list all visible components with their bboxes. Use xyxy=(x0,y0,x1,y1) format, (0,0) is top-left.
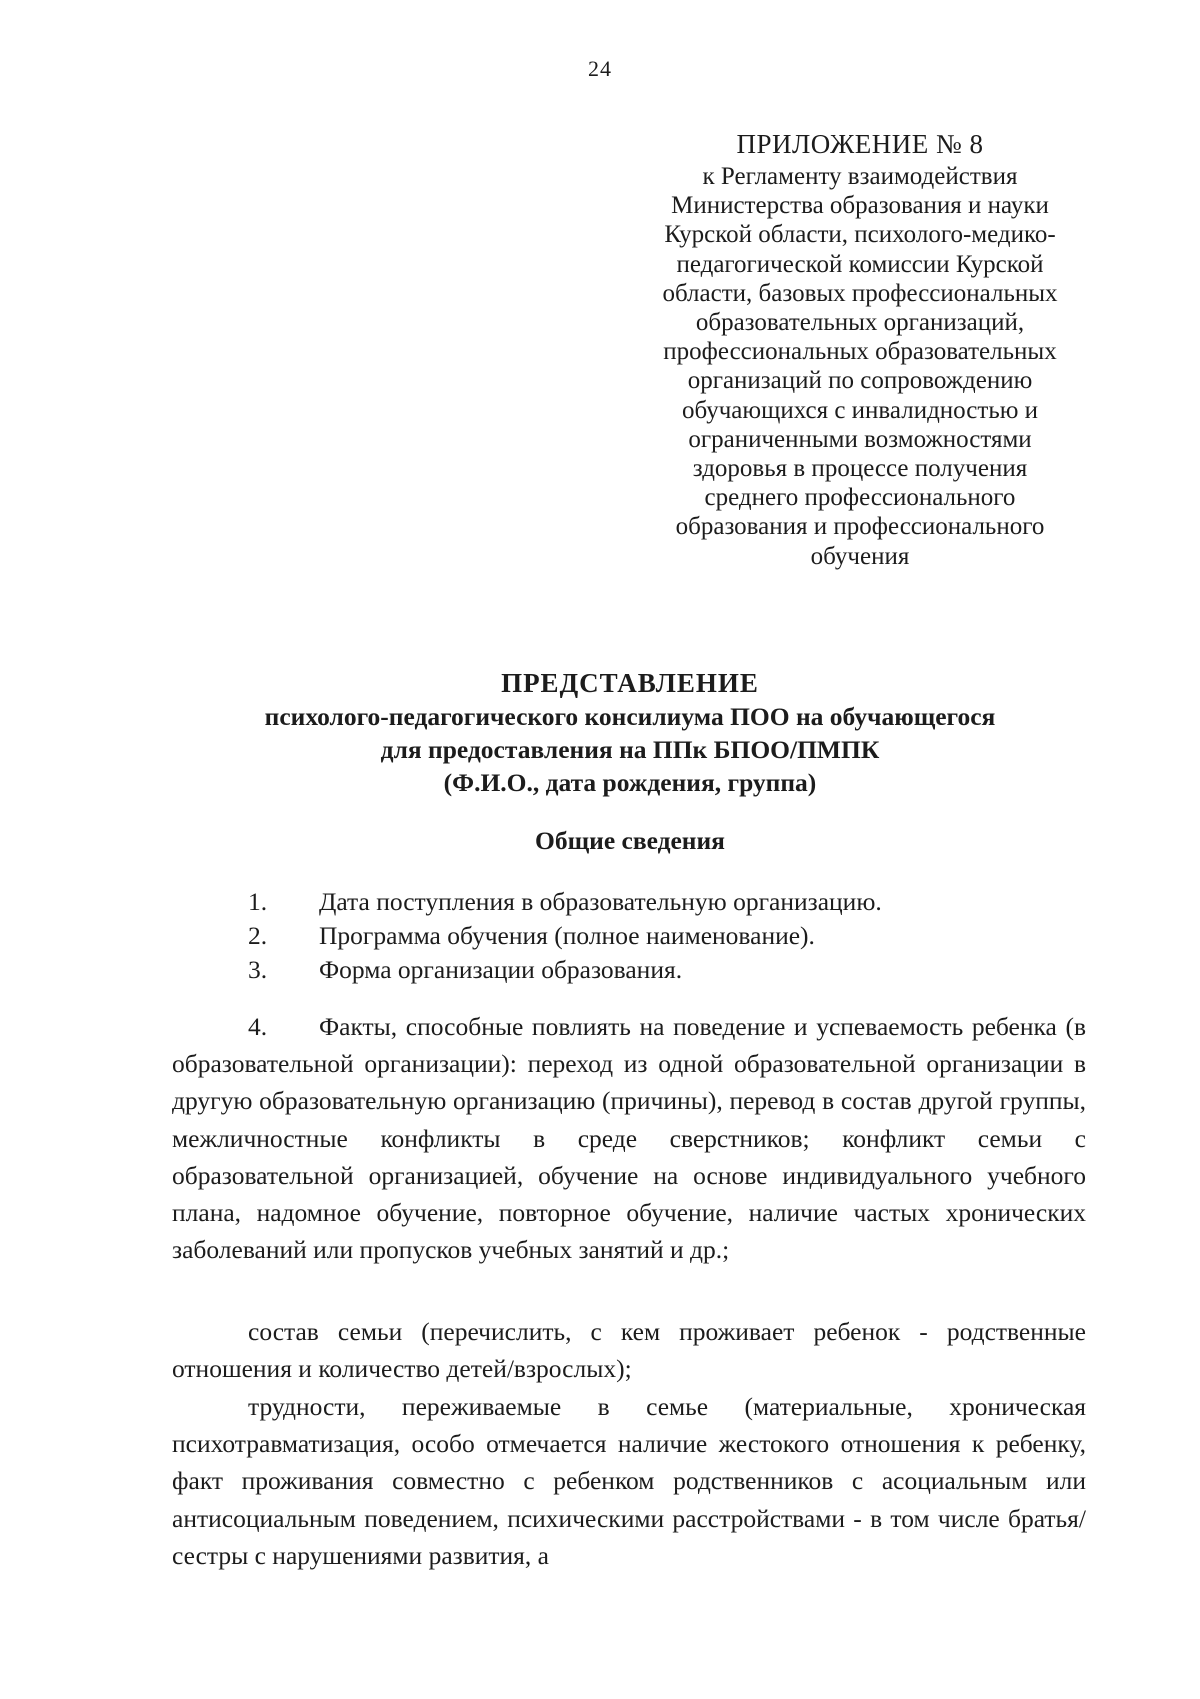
appendix-line: Курской области, психолого-медико- xyxy=(664,221,1056,249)
appendix-line: Министерства образования и науки xyxy=(671,192,1049,220)
appendix-text xyxy=(640,162,1080,571)
appendix-line: педагогической комиссии Курской xyxy=(676,250,1044,278)
list-item-4-paragraph xyxy=(172,1008,1086,1268)
family-difficulties-paragraph: трудности, переживаемые в семье (материальные, хроническая психотравматизация, особо отмечается наличие жестокого отношения к ребенку, факт проживания совместно с ребенком родственников с асоциальным или антисоциальным поведением, психическими расстройствами - в том числе братья/сестры с нарушениями развития, а xyxy=(172,1392,1086,1570)
appendix-line: организаций по сопровождению xyxy=(687,367,1033,395)
appendix-line: профессиональных образовательных xyxy=(663,338,1057,366)
list-item-text: Факты, способные повлиять на поведение и успеваемость ребенка (в образовательной организации): переход из одной образовательной организации в другую образовательную организацию (причины), перевод в состав другой группы, межличностные конфликты в среде сверстников; конфликт семьи с образовательной организацией, обучение на основе индивидуального учебного плана, надомное обучение, повторное обучение, наличие частых хронических заболеваний или пропусков учебных занятий и др.; xyxy=(172,1012,1086,1265)
list-item-number: 3. xyxy=(248,955,268,984)
appendix-line: образовательных организаций, xyxy=(695,309,1025,337)
document-subtitle-line: для предоставления на ППк БПОО/ПМПК xyxy=(380,735,880,764)
document-subtitle-line: (Ф.И.О., дата рождения, группа) xyxy=(443,768,817,797)
appendix-line: обучения xyxy=(810,542,910,570)
list-item-number: 2. xyxy=(248,921,268,950)
appendix-line: области, базовых профессиональных xyxy=(662,279,1058,307)
appendix-line: ограниченными возможностями xyxy=(688,425,1032,453)
numbered-list xyxy=(172,885,1086,987)
list-item xyxy=(172,885,1086,919)
list-item-text: Программа обучения (полное наименование). xyxy=(319,921,815,950)
document-title: ПРЕДСТАВЛЕНИЕ xyxy=(501,668,759,698)
page-number: 24 xyxy=(588,56,612,81)
list-item xyxy=(172,919,1086,953)
appendix-line: образования и профессионального xyxy=(675,513,1045,541)
family-composition-paragraph: состав семьи (перечислить, с кем проживает ребенок - родственные отношения и количество детей/взрослых); xyxy=(172,1317,1086,1384)
document-heading xyxy=(200,666,1060,799)
appendix-line: к Регламенту взаимодействия xyxy=(702,163,1018,190)
appendix-line: здоровья в процессе получения xyxy=(692,455,1028,483)
document-subtitle-line: психолого-педагогического консилиума ПОО на обучающегося xyxy=(264,702,996,731)
appendix-line: среднего профессионального xyxy=(704,484,1016,512)
list-item-number: 1. xyxy=(248,887,268,916)
list-item xyxy=(172,953,1086,987)
list-item-text: Дата поступления в образовательную организацию. xyxy=(319,887,882,916)
list-item-number: 4. xyxy=(248,1012,268,1041)
appendix-line: обучающихся с инвалидностью и xyxy=(681,396,1039,424)
appendix-header xyxy=(640,128,1080,571)
list-item-text: Форма организации образования. xyxy=(319,955,683,984)
section-title: Общие сведения xyxy=(535,826,725,855)
appendix-title: ПРИЛОЖЕНИЕ № 8 xyxy=(736,129,984,159)
